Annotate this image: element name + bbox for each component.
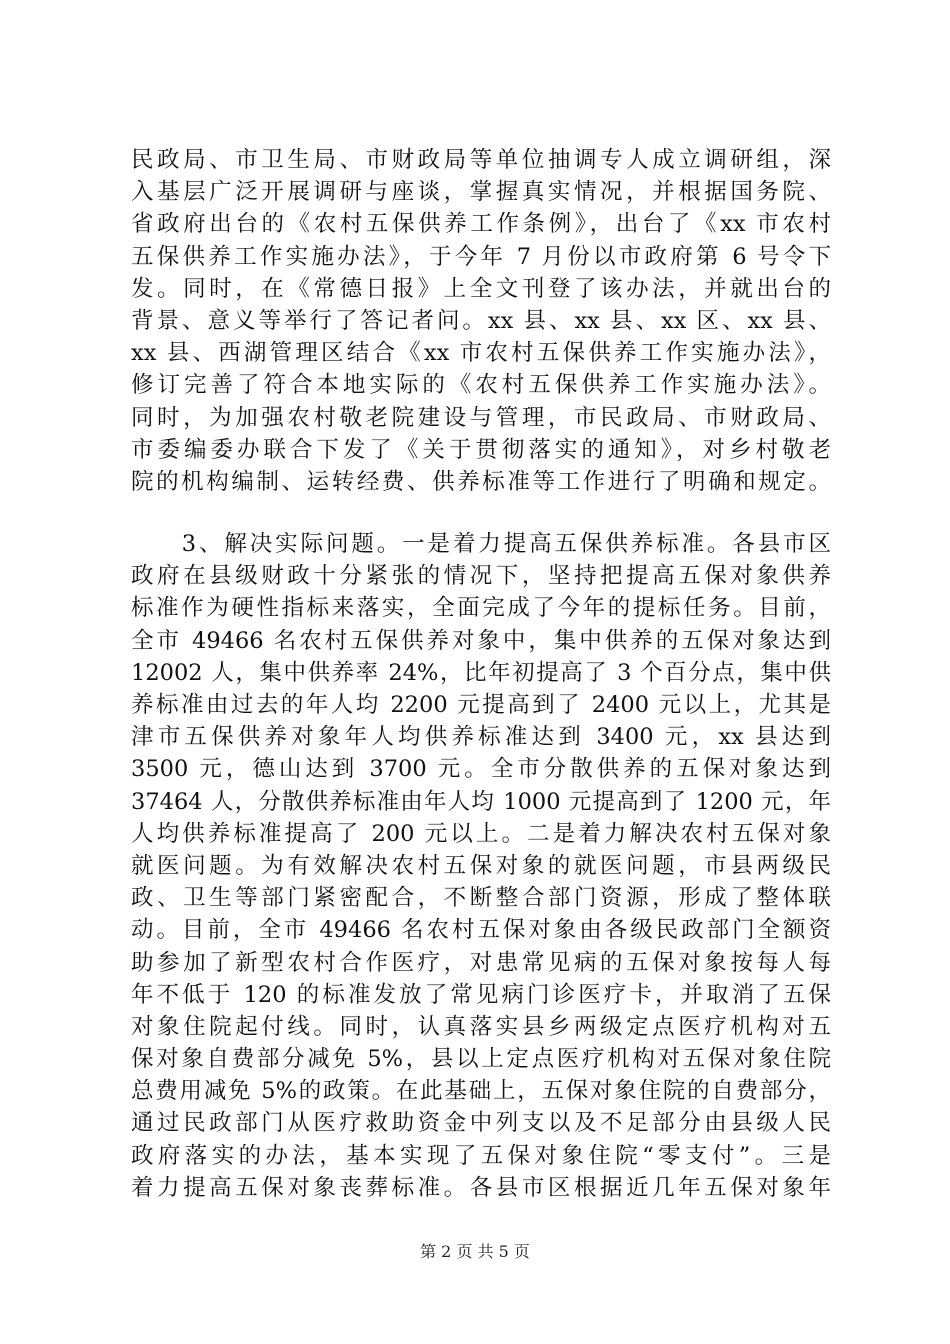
text-line: 津市五保供养对象年人均供养标准达到 3400 元，xx 县达到 [131, 724, 831, 751]
text-line: 政府落实的办法，基本实现了五保对象住院“零支付”。三是 [131, 1142, 831, 1169]
text-line: 市委编委办联合下发了《关于贯彻落实的通知》，对乡村敬老 [131, 436, 831, 463]
text-line: 政府在县级财政十分紧张的情况下，坚持把提高五保对象供养 [131, 563, 831, 590]
text-line: 同时，为加强农村敬老院建设与管理，市民政局、市财政局、 [131, 404, 831, 431]
text-line: 民政局、市卫生局、市财政局等单位抽调专人成立调研组，深 [131, 147, 831, 173]
text-line: 养标准由过去的年人均 2200 元提高到了 2400 元以上，尤其是 [131, 692, 831, 718]
paragraph-gap [131, 498, 831, 528]
text-line: 总费用减免 5%的政策。在此基础上，五保对象住院的自费部分， [131, 1078, 831, 1105]
text-line: 政、卫生等部门紧密配合，不断整合部门资源，形成了整体联 [131, 885, 831, 912]
text-line: 全市 49466 名农村五保供养对象中，集中供养的五保对象达到 [131, 627, 831, 654]
text-line: 五保供养工作实施办法》，于今年 7 月份以市政府第 6 号令下 [131, 243, 831, 270]
text-line: 人均供养标准提高了 200 元以上。二是着力解决农村五保对象 [131, 820, 831, 847]
text-line: 动。目前，全市 49466 名农村五保对象由各级民政部门全额资 [131, 917, 831, 944]
text-line: 着力提高五保对象丧葬标准。各县市区根据近几年五保对象年 [131, 1174, 831, 1201]
text-line: 3、解决实际问题。一是着力提高五保供养标准。各县市区 [131, 531, 831, 558]
text-line: 就医问题。为有效解决农村五保对象的就医问题，市县两级民 [131, 852, 831, 879]
page-footer: 第 2 页 共 5 页 [420, 1242, 530, 1261]
text-line: 对象住院起付线。同时，认真落实县乡两级定点医疗机构对五 [131, 1013, 831, 1040]
text-line: 3500 元，德山达到 3700 元。全市分散供养的五保对象达到 [131, 756, 831, 783]
text-line: 入基层广泛开展调研与座谈，掌握真实情况，并根据国务院、 [131, 179, 831, 206]
text-line: 背景、意义等举行了答记者问。xx 县、xx 县、xx 区、xx 县、 [131, 307, 831, 334]
body-text [131, 144, 831, 1204]
paragraph-1 [131, 144, 831, 498]
text-line: 37464 人，分散供养标准由年人均 1000 元提高到了 1200 元，年 [131, 788, 831, 815]
text-line: 12002 人，集中供养率 24%，比年初提高了 3 个百分点，集中供 [131, 659, 831, 686]
text-line: 通过民政部门从医疗救助资金中列支以及不足部分由县级人民 [131, 1110, 831, 1137]
text-line: 省政府出台的《农村五保供养工作条例》，出台了《xx 市农村 [131, 211, 831, 238]
text-line: 修订完善了符合本地实际的《农村五保供养工作实施办法》。 [131, 372, 831, 399]
text-line: 保对象自费部分减免 5%，县以上定点医疗机构对五保对象住院 [131, 1046, 831, 1073]
text-line: 年不低于 120 的标准发放了常见病门诊医疗卡，并取消了五保 [131, 981, 831, 1008]
text-line: 助参加了新型农村合作医疗，对患常见病的五保对象按每人每 [131, 949, 831, 976]
text-line: 标准作为硬性指标来落实，全面完成了今年的提标任务。目前， [131, 595, 831, 622]
paragraph-2 [131, 528, 831, 1204]
text-line: 院的机构编制、运转经费、供养标准等工作进行了明确和规定。 [131, 468, 831, 495]
text-line: 发。同时，在《常德日报》上全文刊登了该办法，并就出台的 [131, 275, 831, 302]
text-line: xx 县、西湖管理区结合《xx 市农村五保供养工作实施办法》， [131, 340, 831, 367]
